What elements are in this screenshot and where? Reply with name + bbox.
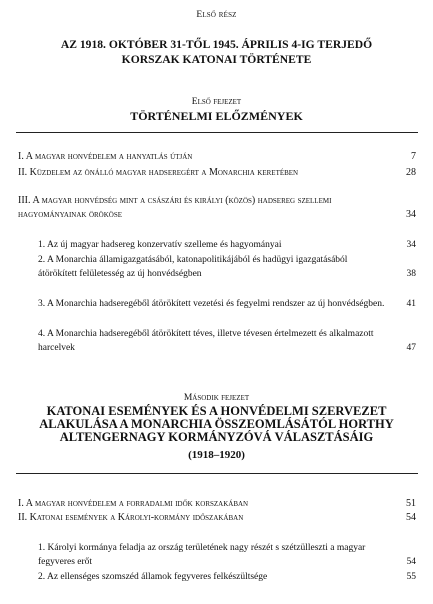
part-title <box>0 37 433 67</box>
chapter-label: Második fejezet <box>183 393 250 403</box>
chapter-title-line: KATONAI ESEMÉNYEK ÉS A HONVÉDELMI SZERVEZET <box>46 404 387 418</box>
chapter-title: TÖRTÉNELMI ELŐZMÉNYEK <box>130 109 303 123</box>
toc-subentry-text: 1. Károlyi kormánya feladja az ország területének nagy részét s szétzülleszti a magyar fegyveres erőt <box>38 543 366 567</box>
divider-rule <box>16 132 418 133</box>
toc-entry-page: 54 <box>406 512 416 523</box>
chapter-title-line: ALTENGERNAGY KORMÁNYZÓVÁ VÁLASZTÁSÁIG <box>59 430 374 444</box>
toc-subentry-text: 1. Az új magyar hadsereg konzervatív szelleme és hagyományai <box>38 240 282 250</box>
toc-subentry-page: 47 <box>406 343 416 353</box>
toc-subentry-page: 55 <box>406 572 416 582</box>
toc-entry-text: II. Katonai események a Károlyi-kormány időszakában <box>18 512 244 523</box>
divider-rule <box>16 473 418 474</box>
toc-subentry[interactable] <box>38 297 416 311</box>
toc-entry-page: 51 <box>406 498 416 509</box>
toc-entry-text: III. A magyar honvédség mint a császári és királyi (közös) hadsereg szellemi hagyományainak örököse <box>18 195 332 220</box>
toc-subentry-text: 2. Az ellenséges szomszéd államok fegyveres felkészültsége <box>38 572 268 582</box>
chapter-label: Első fejezet <box>191 97 242 107</box>
toc-subentry-text: 3. A Monarchia hadseregéből átörökített vezetési és fegyelmi rendszer az új honvédségben. <box>38 299 385 309</box>
chapter-years: (1918–1920) <box>188 449 245 461</box>
toc-subentry-page: 38 <box>406 269 416 279</box>
toc-entry-page: 28 <box>406 167 416 178</box>
toc-subentry[interactable] <box>38 238 416 252</box>
toc-subentry-page: 41 <box>406 299 416 309</box>
chapter-title <box>0 405 433 444</box>
toc-entry[interactable] <box>18 150 416 164</box>
toc-entry-text: I. A magyar honvédelem a hanyatlás útján <box>18 151 193 162</box>
toc-subentry-text: 2. A Monarchia államigazgatásából, katonapolitikájából és hadügyi igazgatásából átörökített felületesség az új honvédségben <box>38 255 348 279</box>
part-label: Első rész <box>196 10 237 20</box>
toc-subentry[interactable] <box>38 327 416 355</box>
toc-subentry-page: 34 <box>406 240 416 250</box>
toc-entry-page: 34 <box>406 209 416 220</box>
toc-entry[interactable] <box>18 497 416 511</box>
toc-entry-text: I. A magyar honvédelem a forradalmi idők korszakában <box>18 498 249 509</box>
toc-entry[interactable] <box>18 194 416 222</box>
part-title-line: AZ 1918. OKTÓBER 31-TŐL 1945. ÁPRILIS 4-IG TERJEDŐ <box>60 38 373 51</box>
toc-entry-page: 7 <box>411 151 416 162</box>
toc-entry-text: II. Küzdelem az önálló magyar hadseregért a Monarchia keretében <box>18 167 299 178</box>
toc-subentry-page: 54 <box>406 557 416 567</box>
toc-entry[interactable] <box>18 166 416 180</box>
toc-subentry-text: 4. A Monarchia hadseregéből átörökített téves, illetve tévesen értelmezett és alkalmazott harcelvek <box>38 329 374 353</box>
toc-entry[interactable] <box>18 511 416 525</box>
chapter-title-line: ALAKULÁSA A MONARCHIA ÖSSZEOMLÁSÁTÓL HORTHY <box>39 417 394 431</box>
toc-subentry[interactable] <box>38 253 416 281</box>
toc-subentry[interactable] <box>38 541 416 569</box>
toc-subentry[interactable] <box>38 570 416 584</box>
part-title-line: KORSZAK KATONAI TÖRTÉNETE <box>121 53 312 66</box>
